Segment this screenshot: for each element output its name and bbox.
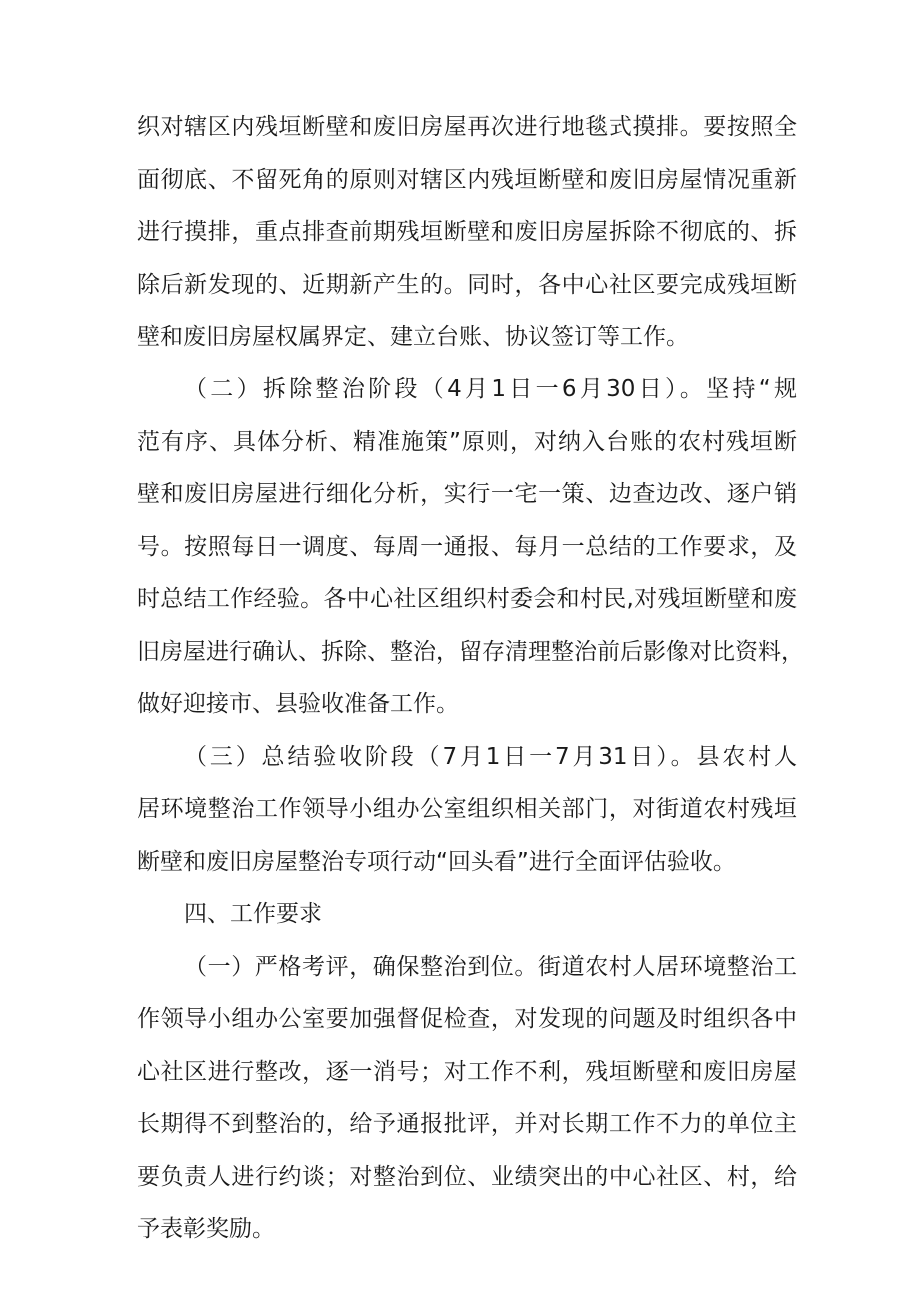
- paragraph-line: 做好迎接市、县验收准备工作。: [137, 691, 459, 717]
- section-heading: 四、工作要求: [184, 901, 322, 927]
- paragraph-line: 要负责人进行约谈；对整治到位、业绩突出的中心社区、村，给: [137, 1164, 797, 1190]
- paragraph-line: （一）严格考评，确保整治到位。街道农村人居环境整治工: [184, 954, 797, 980]
- paragraph-line: 织对辖区内残垣断壁和废旧房屋再次进行地毯式摸排。要按照全: [137, 114, 797, 140]
- paragraph-line: 壁和废旧房屋权属界定、建立台账、协议签订等工作。: [137, 324, 689, 350]
- paragraph-line: 居环境整治工作领导小组办公室组织相关部门，对街道农村残垣: [137, 796, 797, 822]
- paragraph-line: 予表彰奖励。: [137, 1216, 275, 1242]
- paragraph-line: 断壁和废旧房屋整治专项行动“回头看”进行全面评估验收。: [137, 849, 736, 875]
- paragraph-line: 心社区进行整改，逐一消号；对工作不利，残垣断壁和废旧房屋: [137, 1059, 797, 1085]
- paragraph-line: 壁和废旧房屋进行细化分析，实行一宅一策、边查边改、逐户销: [137, 481, 797, 507]
- paragraph-line: （三）总结验收阶段（7月1日一7月31日）。县农村人: [184, 744, 797, 770]
- paragraph-line: 长期得不到整治的，给予通报批评，并对长期工作不力的单位主: [137, 1111, 797, 1137]
- paragraph-line: （二）拆除整治阶段（4月1日一6月30日）。坚持“规: [184, 376, 797, 402]
- paragraph-line: 号。按照每日一调度、每周一通报、每月一总结的工作要求，及: [137, 534, 797, 560]
- paragraph-line: 时总结工作经验。各中心社区组织村委会和村民,对残垣断壁和废: [137, 586, 797, 612]
- paragraph-line: 作领导小组办公室要加强督促检查，对发现的问题及时组织各中: [137, 1006, 797, 1032]
- paragraph-line: 除后新发现的、近期新产生的。同时，各中心社区要完成残垣断: [137, 272, 797, 298]
- paragraph-line: 范有序、具体分析、精准施策”原则，对纳入台账的农村残垣断: [137, 429, 797, 455]
- paragraph-line: 进行摸排，重点排查前期残垣断壁和废旧房屋拆除不彻底的、拆: [137, 219, 797, 245]
- paragraph-line: 旧房屋进行确认、拆除、整治，留存清理整治前后影像对比资料，: [137, 639, 804, 665]
- paragraph-line: 面彻底、不留死角的原则对辖区内残垣断壁和废旧房屋情况重新: [137, 167, 797, 193]
